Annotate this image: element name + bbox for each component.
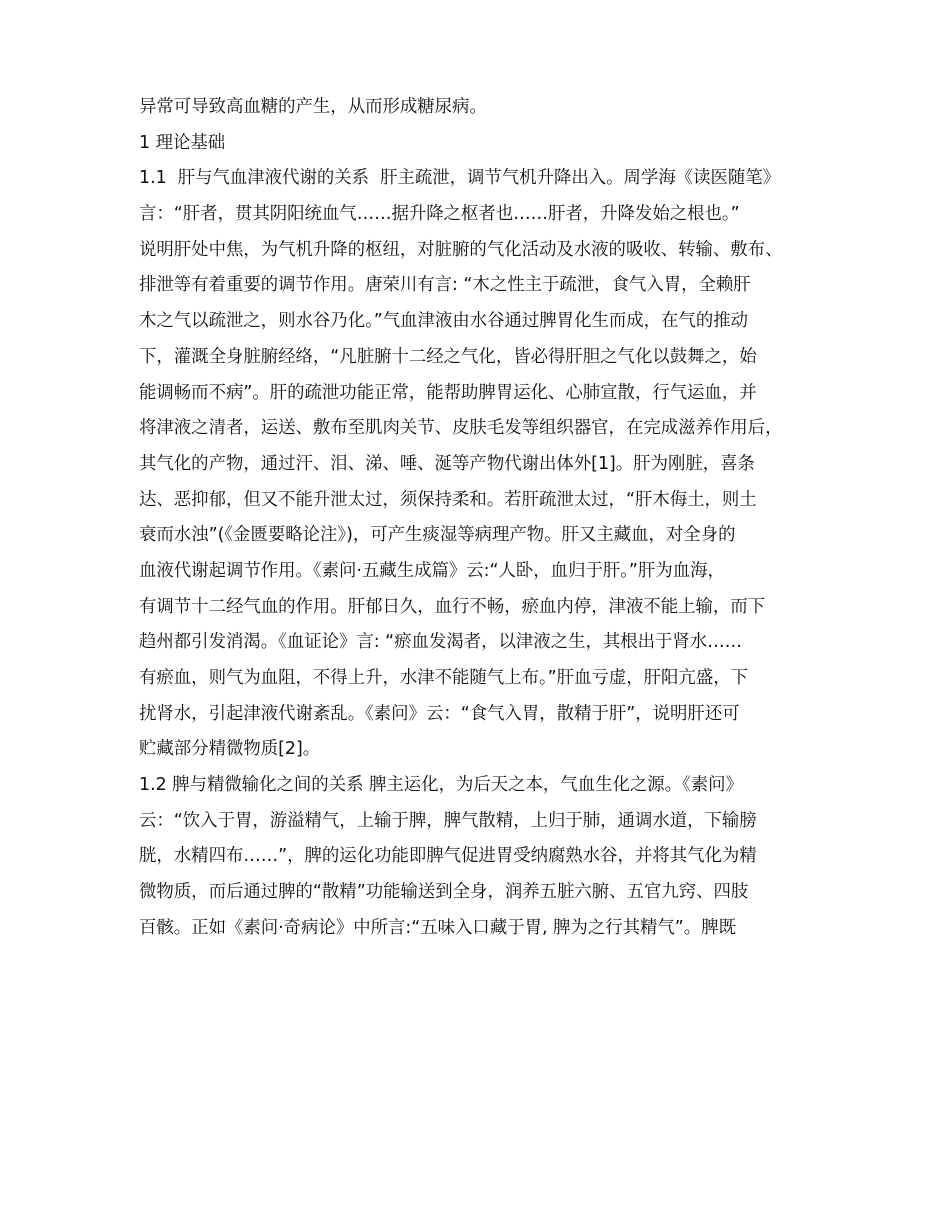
text-line: 微物质，而后通过脾的“散精”功能输送到全身，润养五脏六腑、五官九窍、四肢 (139, 882, 749, 903)
text-line: 说明肝处中焦，为气机升降的枢纽，对脏腑的气化活动及水液的吸收、转输、敷布、 (139, 239, 783, 260)
subsection-heading-line: 1.2 脾与精微输化之间的关系 脾主运化，为后天之本，气血生化之源。《素问》 (139, 775, 743, 796)
text-line: 达、恶抑郁，但又不能升泄太过，须保持柔和。若肝疏泄太过，“肝木侮土，则土 (139, 489, 757, 510)
text-line: 贮藏部分精微物质[2]。 (139, 739, 321, 760)
subsection-heading-line: 1.1 肝与气血津液代谢的关系 肝主疏泄，调节气机升降出入。周学海《读医随笔》 (139, 168, 781, 189)
text-line: 扰肾水，引起津液代谢紊乱。《素问》云：“食气入胃，散精于肝”，说明肝还可 (139, 703, 740, 724)
text-line: 有调节十二经气血的作用。肝郁日久，血行不畅，瘀血内停，津液不能上输，而下 (139, 596, 766, 617)
text-line: 木之气以疏泄之，则水谷乃化。”气血津液由水谷通过脾胃化生而成，在气的推动 (139, 311, 748, 332)
text-line: 能调畅而不病”。肝的疏泄功能正常，能帮助脾胃运化、心肺宣散，行气运血，并 (139, 382, 757, 403)
body-text (139, 90, 829, 947)
text-line: 下，灌溉全身脏腑经络，“凡脏腑十二经之气化，皆必得肝胆之气化以鼓舞之，始 (139, 346, 757, 367)
text-line: 言：“肝者，贯其阴阳统血气……据升降之枢者也……肝者，升降发始之根也。” (139, 204, 740, 225)
text-line: 云：“饮入于胃，游溢精气，上输于脾，脾气散精，上归于肺，通调水道，下输膀 (139, 810, 757, 831)
text-line: 有瘀血，则气为血阻，不得上升，水津不能随气上布。”肝血亏虚，肝阳亢盛，下 (139, 668, 748, 688)
text-line: 排泄等有着重要的调节作用。唐荣川有言: “木之性主于疏泄，食气入胃，全赖肝 (139, 275, 751, 296)
text-line: 百骸。正如《素问·奇病论》中所言:“五味入口藏于胃, 脾为之行其精气”。脾既 (139, 917, 736, 938)
text-line: 异常可导致高血糖的产生，从而形成糖尿病。 (139, 97, 487, 117)
text-line: 血液代谢起调节作用。《素问·五藏生成篇》云:“人卧，血归于肝。”肝为血海， (139, 560, 725, 581)
text-line: 衰而水浊”(《金匮要略论注》)，可产生痰湿等病理产物。肝又主藏血，对全身的 (139, 525, 736, 546)
text-line: 其气化的产物，通过汗、泪、涕、唾、涎等产物代谢出体外[1]。肝为刚脏，喜条 (139, 453, 755, 474)
text-line: 将津液之清者，运送、敷布至肌肉关节、皮肤毛发等组织器官，在完成滋养作用后， (139, 418, 783, 439)
section-heading: 1 理论基础 (139, 132, 226, 153)
text-line: 胱，水精四布……”，脾的运化功能即脾气促进胃受纳腐熟水谷，并将其气化为精 (139, 846, 757, 867)
text-line: 趋州都引发消渴。《血证论》言: “瘀血发渴者，以津液之生，其根出于肾水…… (139, 632, 742, 653)
